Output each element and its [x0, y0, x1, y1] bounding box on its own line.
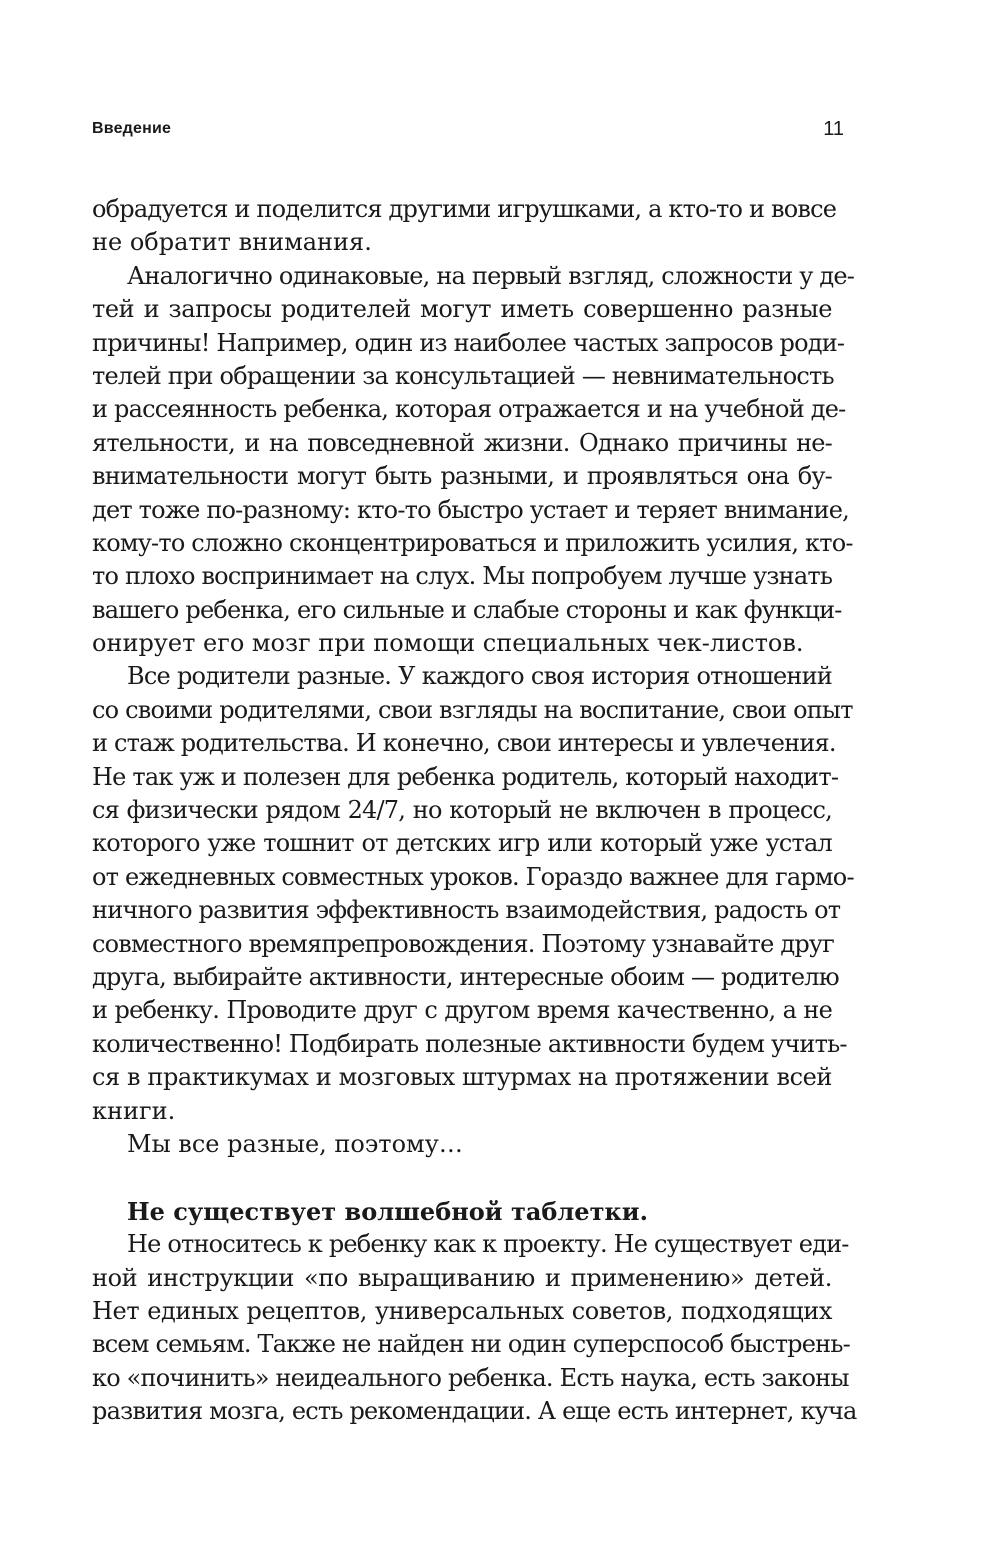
text-line: книги.	[92, 1096, 176, 1125]
text-line: количественно! Подбирать полезные активности будем учить-	[92, 1029, 847, 1058]
text-line: Все родители разные. У каждого своя история отношений	[127, 662, 832, 691]
text-line: Не так уж и полезен для ребенка родитель, который находит-	[92, 762, 839, 791]
paragraph	[92, 660, 854, 1127]
section-heading	[92, 1195, 832, 1228]
text-line: то плохо воспринимает на слух. Мы попробуем лучше узнать	[92, 562, 833, 591]
text-line: телей при обращении за консультацией — невнимательность	[92, 361, 834, 390]
text-line: со своими родителями, свои взгляды на воспитание, свои опыт	[92, 695, 853, 724]
text-line: причины! Например, один из наиболее частых запросов роди-	[92, 328, 845, 357]
paragraph	[92, 1228, 857, 1428]
text-line: совместного времяпрепровождения. Поэтому узнавайте друг	[92, 929, 835, 958]
text-line: от ежедневных совместных уроков. Гораздо важнее для гармо-	[92, 862, 854, 891]
text-line: развития мозга, есть рекомендации. А еще есть интернет, куча	[92, 1397, 857, 1426]
text-line: и стаж родительства. И конечно, свои интересы и увлечения.	[92, 729, 836, 758]
section-spacer	[92, 1161, 832, 1194]
text-line: тей и запросы родителей могут иметь совершенно разные	[92, 295, 832, 324]
text-line: обрадуется и поделится другими игрушками, а кто-то и вовсе	[92, 195, 837, 223]
text-line: Нет единых рецептов, универсальных советов, подходящих	[92, 1296, 832, 1325]
text-line: Мы все разные, поэтому…	[127, 1129, 463, 1158]
text-line: Не относитесь к ребенку как к проекту. Не существует еди-	[127, 1230, 849, 1259]
text-line: и ребенку. Проводите друг с другом время качественно, а не	[92, 996, 832, 1025]
text-line: дет тоже по-разному: кто-то быстро устает и теряет внимание,	[92, 495, 849, 524]
text-line: онирует его мозг при помощи специальных чек-листов.	[92, 629, 804, 658]
text-line: внимательности могут быть разными, и проявляться она бу-	[92, 462, 832, 491]
paragraph	[92, 260, 855, 661]
paragraph	[92, 193, 837, 260]
text-line: друга, выбирайте активности, интересные обоим — родителю	[92, 962, 839, 991]
text-line: ничного развития эффективность взаимодействия, радость от	[92, 896, 841, 925]
text-line: всем семьям. Также не найден ни один суперспособ быстрень-	[92, 1330, 850, 1359]
heading-line: Не существует волшебной таблетки.	[127, 1196, 648, 1226]
body-text	[92, 193, 857, 1428]
text-line: ся в практикумах и мозговых штурмах на протяжении всей	[92, 1063, 833, 1092]
text-line: Аналогично одинаковые, на первый взгляд, сложности у де-	[127, 261, 855, 290]
text-line: которого уже тошнит от детских игр или который уже устал	[92, 829, 832, 858]
paragraph	[92, 1128, 832, 1161]
running-head-section-title: Введение	[92, 120, 172, 137]
text-line: ятельности, и на повседневной жизни. Однако причины не-	[92, 428, 832, 457]
text-line: ся физически рядом 24/7, но который не включен в процесс,	[92, 796, 832, 825]
text-line: ной инструкции «по выращиванию и применению» детей.	[92, 1263, 832, 1292]
page-number: 11	[823, 118, 844, 140]
text-line: ко «починить» неидеального ребенка. Есть наука, есть законы	[92, 1363, 849, 1392]
text-line: не обратит внимания.	[92, 228, 372, 257]
text-line: и рассеянность ребенка, которая отражается и на учебной де-	[92, 395, 846, 424]
text-line: вашего ребенка, его сильные и слабые стороны и как функци-	[92, 595, 842, 624]
text-line: кому-то сложно сконцентрироваться и приложить усилия, кто-	[92, 528, 853, 557]
